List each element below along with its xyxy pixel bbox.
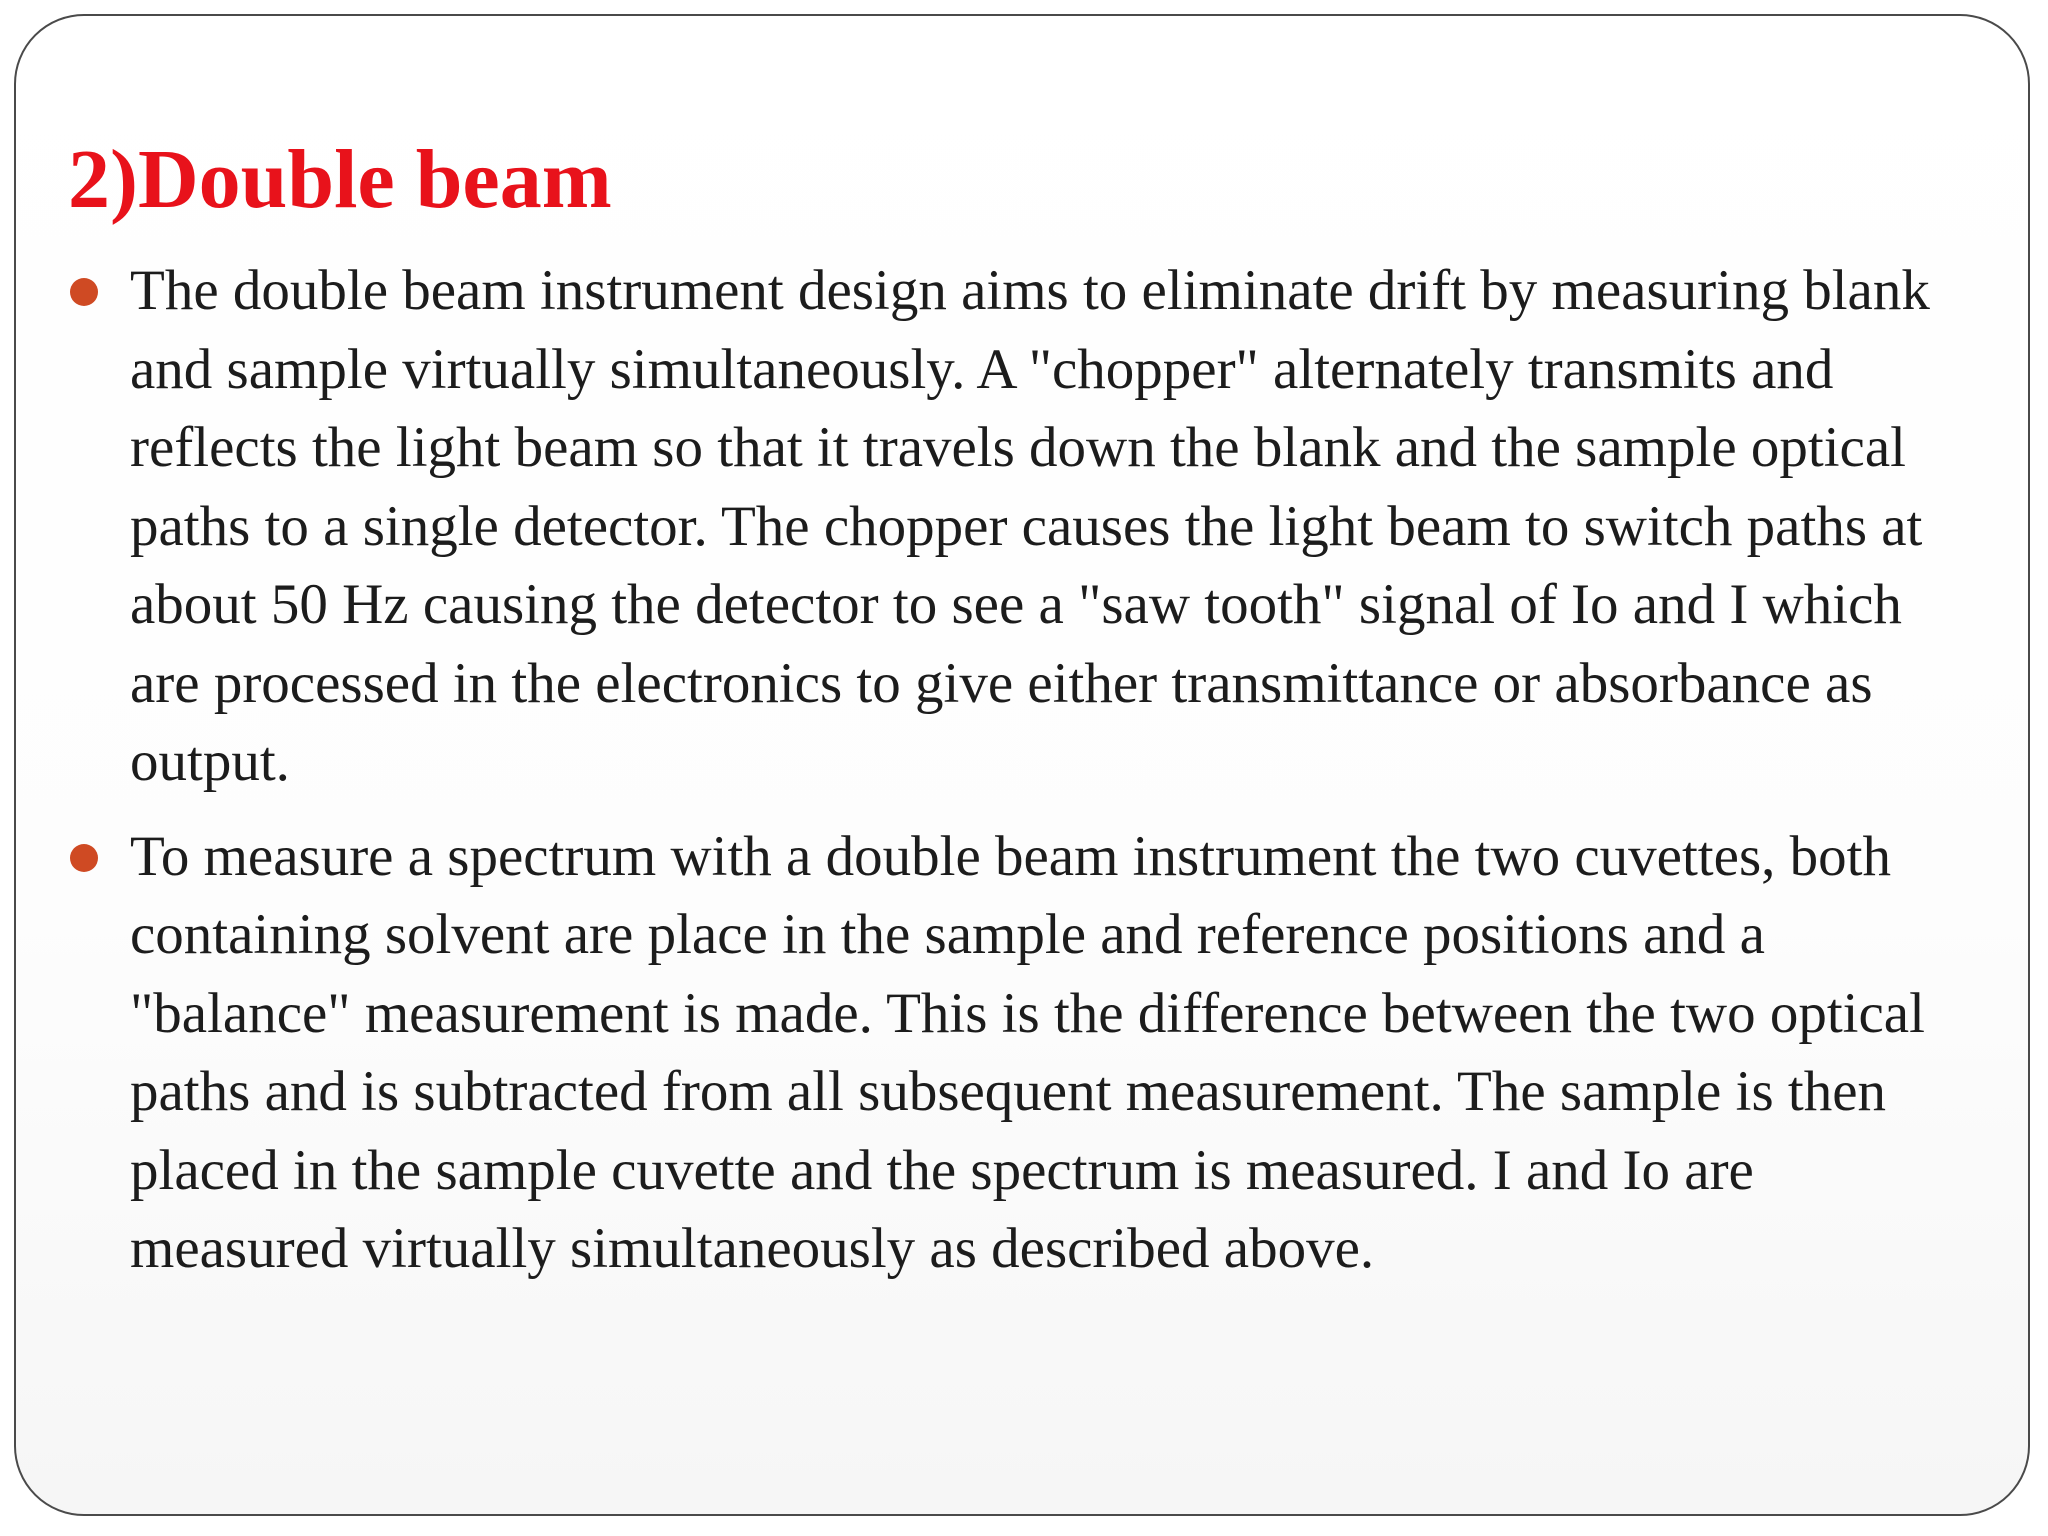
bullet-list <box>70 252 1970 1305</box>
bullet-dot-icon <box>70 278 98 306</box>
bullet-text: The double beam instrument design aims to eliminate drift by measuring blank and sample virtually simultaneously. A "chopper" alternately transmits and reflects the light beam so that it travels down the blank and the sample optical paths to a single detector. The chopper causes the light beam to switch paths at about 50 Hz causing the detector to see a "saw tooth" signal of Io and I which are processed in the electronics to give either transmittance or absorbance as output. <box>130 259 1930 793</box>
bullet-text: To measure a spectrum with a double beam instrument the two cuvettes, both containing solvent are place in the sample and reference positions and a "balance" measurement is made. This is the difference between the two optical paths and is subtracted from all subsequent measurement. The sample is then placed in the sample cuvette and the spectrum is measured. I and Io are measured virtually simultaneously as described above. <box>130 824 1925 1280</box>
bullet-dot-icon <box>70 844 98 872</box>
slide-title: 2)Double beam <box>68 133 612 226</box>
bullet-item-1 <box>70 252 1970 802</box>
bullet-item-2 <box>70 818 1970 1289</box>
